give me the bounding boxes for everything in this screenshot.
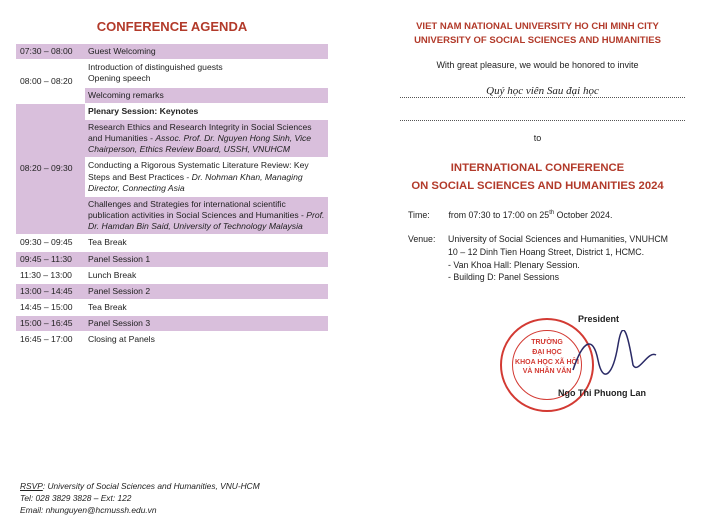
seal-line: ĐẠI HỌC — [532, 348, 562, 356]
table-row — [16, 316, 328, 332]
row-time: 07:30 – 08:00 — [16, 44, 85, 60]
talk-title: Challenges and Strategies for international scientific publication activities in Social Sciences and Humanities — [88, 198, 299, 221]
rsvp-text: : University of Social Sciences and Humanities, VNU-HCM — [42, 481, 260, 491]
signature-icon — [568, 330, 658, 380]
venue-line: University of Social Sciences and Humanities, VNUHCM — [448, 234, 668, 244]
table-row — [16, 60, 328, 87]
university-line-1: VIET NAM NATIONAL UNIVERSITY HO CHI MINH CITY — [416, 21, 659, 32]
venue-line: - Building D: Panel Sessions — [448, 272, 559, 283]
rsvp-tel: Tel: 028 3829 3828 – Ext: 122 — [20, 492, 132, 503]
to-text: to — [533, 133, 542, 143]
item-line: Opening speech — [88, 73, 151, 84]
time-value-pre: from 07:30 to 17:00 on 25 — [448, 210, 550, 220]
dotted-line — [400, 97, 685, 98]
venue-block — [408, 233, 668, 284]
signer-name: Ngo Thi Phuong Lan — [558, 388, 646, 398]
rsvp-footer — [20, 481, 260, 516]
seal-line: VÀ NHÂN VĂN — [522, 368, 572, 376]
agenda-table — [16, 44, 328, 349]
conference-title-line-1: INTERNATIONAL CONFERENCE — [450, 162, 625, 174]
conference-title — [360, 160, 715, 195]
conference-title-line-2: ON SOCIAL SCIENCES AND HUMANITIES 2024 — [411, 179, 664, 192]
rsvp-label: RSVP — [20, 481, 43, 491]
table-row — [16, 283, 328, 299]
president-label: President — [578, 314, 620, 324]
time-value-sup: th — [549, 210, 555, 217]
talk-speaker: Assoc. Prof. Dr. Nguyen Hong Sinh, Vice Chairperson, Ethics Review Board, USSH, VNUHCM — [88, 133, 312, 155]
time-value — [448, 210, 612, 220]
table-row — [16, 235, 328, 251]
seal-line: KHOA HỌC XÃ HỘI — [515, 358, 579, 366]
table-row — [16, 251, 328, 267]
agenda-title: CONFERENCE AGENDA — [96, 19, 248, 34]
table-row — [16, 103, 328, 119]
university-header — [360, 20, 715, 48]
row-time: 08:20 – 09:30 — [16, 103, 85, 235]
row-time: 13:00 – 14:45 — [16, 283, 85, 299]
row-time: 16:45 – 17:00 — [16, 332, 85, 348]
talk-speaker: Prof. Dr. Hamdan Bin Said, University of Technology Malaysia — [88, 210, 325, 232]
row-item — [85, 60, 328, 87]
row-item: Lunch Break — [85, 267, 328, 283]
invite-text: With great pleasure, we would be honored to invite — [436, 60, 639, 70]
row-item: Tea Break — [85, 235, 328, 251]
venue-line: 10 – 12 Dinh Tien Hoang Street, District 1, HCMC. — [448, 246, 645, 257]
agenda-panel — [0, 0, 345, 531]
venue-values — [448, 233, 668, 284]
venue-label: Venue: — [408, 234, 436, 244]
rsvp-line — [20, 481, 260, 493]
venue-line: - Van Khoa Hall: Plenary Session. — [448, 259, 580, 270]
rsvp-email[interactable]: Email: nhunguyen@hcmussh.edu.vn — [20, 504, 157, 515]
row-item: Plenary Session: Keynotes — [85, 103, 328, 119]
row-item: Tea Break — [85, 300, 328, 316]
item-line: Introduction of distinguished guests — [88, 62, 223, 73]
row-item: Guest Welcoming — [85, 44, 328, 60]
row-time: 09:45 – 11:30 — [16, 251, 85, 267]
time-value-post: October 2024. — [554, 210, 613, 220]
table-row — [16, 44, 328, 60]
talk-speaker: Dr. Nohman Khan, Managing Director, Connecting Asia — [88, 171, 303, 193]
guest-name: Quý học viên Sau đại học — [486, 85, 599, 97]
table-row — [16, 300, 328, 316]
dotted-line — [400, 120, 685, 121]
row-item: Research Ethics and Research Integrity in Social Sciences and Humanities - Assoc. Prof. Dr. Nguyen Hong Sinh, Vice Chairperson, Ethics Review Board, USSH, VNUHCM — [85, 119, 328, 158]
table-row — [16, 267, 328, 283]
row-item: Panel Session 1 — [85, 251, 328, 267]
row-item: Conducting a Rigorous Systematic Literature Review: Key Steps and Best Practices - Dr. Nohman Khan, Managing Director, Connecting Asia — [85, 158, 328, 197]
row-time: 11:30 – 13:00 — [16, 267, 85, 283]
seal-line: TRƯỜNG — [531, 339, 563, 346]
talk-title: Research Ethics and Research Integrity in Social Sciences and Humanities — [88, 121, 312, 144]
time-label: Time: — [408, 210, 430, 220]
row-time: 14:45 – 15:00 — [16, 300, 85, 316]
row-item: Panel Session 2 — [85, 283, 328, 299]
invitation-panel — [360, 0, 715, 531]
talk-title: Conducting a Rigorous Systematic Literature Review: Key Steps and Best Practices — [88, 160, 309, 182]
row-item: Closing at Panels — [85, 332, 328, 348]
table-row — [16, 332, 328, 348]
row-item: Panel Session 3 — [85, 316, 328, 332]
university-line-2: UNIVERSITY OF SOCIAL SCIENCES AND HUMANITIES — [414, 34, 661, 46]
row-item: Welcoming remarks — [85, 87, 328, 103]
time-row — [408, 210, 612, 220]
row-time: 08:00 – 08:20 — [16, 60, 85, 104]
row-time: 09:30 – 09:45 — [16, 235, 85, 251]
row-time: 15:00 – 16:45 — [16, 316, 85, 332]
row-item: Challenges and Strategies for international scientific publication activities in Social Sciences and Humanities - Prof. Dr. Hamdan Bin Said, University of Technology Malaysia — [85, 196, 328, 235]
